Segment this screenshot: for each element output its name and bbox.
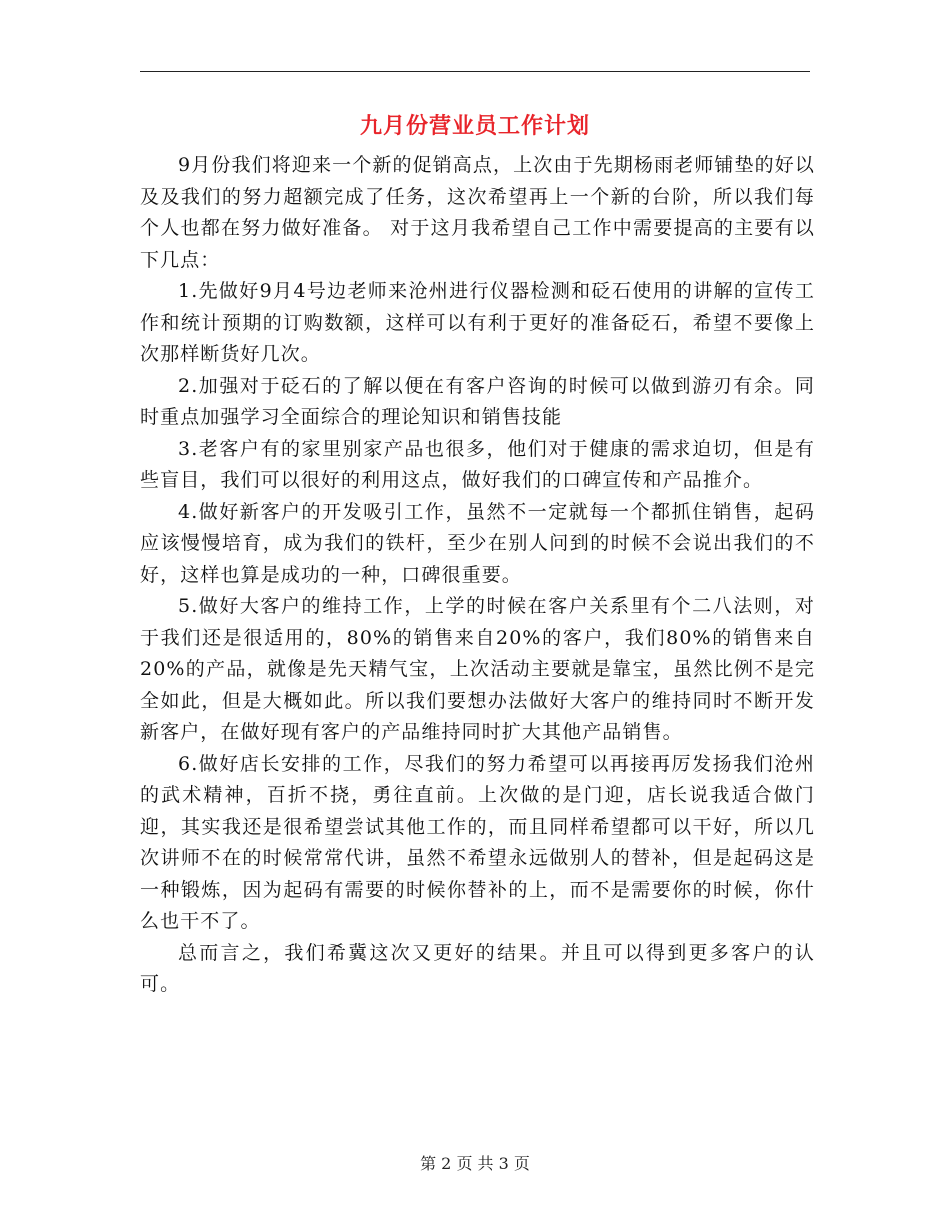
paragraph-conclusion: 总而言之，我们希冀这次又更好的结果。并且可以得到更多客户的认可。 bbox=[140, 941, 815, 995]
paragraph-intro: 9月份我们将迎来一个新的促销高点，上次由于先期杨雨老师铺垫的好以及及我们的努力超额完成了任务，这次希望再上一个新的台阶，所以我们每个人也都在努力做好准备。 对于这月我希望自己工作中需要提高的主要有以下几点： bbox=[140, 154, 815, 271]
paragraph-item-1: 1.先做好9月4号边老师来沧州进行仪器检测和砭石使用的讲解的宣传工作和统计预期的订购数额，这样可以有利于更好的准备砭石，希望不要像上次那样断货好几次。 bbox=[140, 280, 815, 365]
document-title: 九月份营业员工作计划 bbox=[359, 113, 590, 139]
paragraph-item-3: 3.老客户有的家里别家产品也很多，他们对于健康的需求迫切，但是有些盲目，我们可以很好的利用这点，做好我们的口碑宣传和产品推介。 bbox=[140, 437, 815, 491]
paragraph-item-5: 5.做好大客户的维持工作，上学的时候在客户关系里有个二八法则，对于我们还是很适用的，80%的销售来自20%的客户，我们80%的销售来自20%的产品，就像是先天精气宝，上次活动主要就是靠宝，虽然比例不是完全如此，但是大概如此。所以我们要想办法做好大客户的维持同时不断开发新客户，在做好现有客户的产品维持同时扩大其他产品销售。 bbox=[140, 595, 815, 743]
paragraph-item-6: 6.做好店长安排的工作，尽我们的努力希望可以再接再厉发扬我们沧州的武术精神，百折不挠，勇往直前。上次做的是门迎，店长说我适合做门迎，其实我还是很希望尝试其他工作的，而且同样希望都可以干好，所以几次讲师不在的时候常常代讲，虽然不希望永远做别人的替补，但是起码这是一种锻炼，因为起码有需要的时候你替补的上，而不是需要你的时候，你什么也干不了。 bbox=[140, 752, 815, 932]
paragraph-item-2: 2.加强对于砭石的了解以便在有客户咨询的时候可以做到游刃有余。同时重点加强学习全面综合的理论知识和销售技能 bbox=[140, 374, 815, 428]
header-rule bbox=[140, 71, 810, 72]
paragraph-item-4: 4.做好新客户的开发吸引工作，虽然不一定就每一个都抓住销售，起码应该慢慢培育，成为我们的铁杆，至少在别人问到的时候不会说出我们的不好，这样也算是成功的一种，口碑很重要。 bbox=[140, 500, 815, 586]
page-number: 第 2 页 共 3 页 bbox=[420, 1154, 530, 1173]
document-body bbox=[140, 150, 815, 1001]
